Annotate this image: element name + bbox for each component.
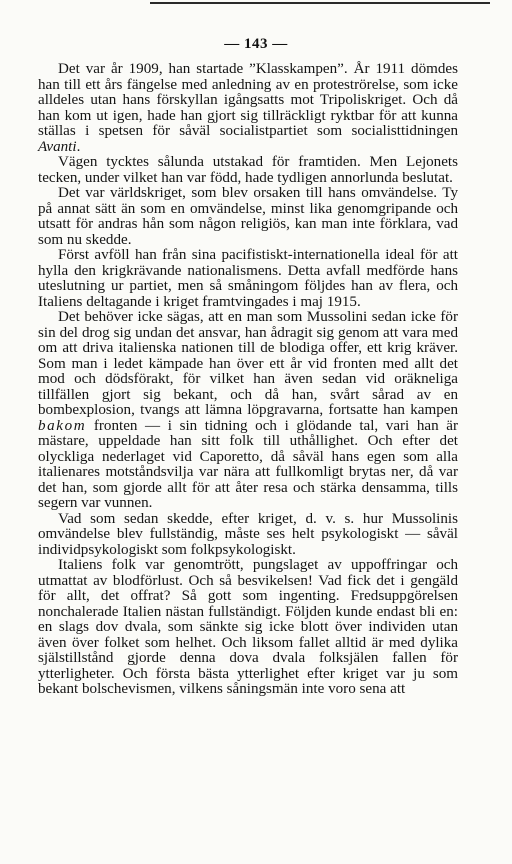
paragraph (38, 155, 458, 186)
body-text (38, 62, 458, 698)
paragraph-text: Vad som sedan skedde, efter kriget, d. v. s. hur Mussolinis omvändelse blev fullständig, måste ses helt psykologiskt — såväl individpsykologiskt som folkpsykologiskt. (38, 510, 458, 558)
paragraph-text: Det behöver icke sägas, att en man som Mussolini sedan icke för sin del drog sig undan det ansvar, han ådragit sig genom att vara med om att driva italienska nationen till de blodiga offer, ett krig kräver. Som man i ledet kämpade han över ett år vid fronten med allt det mod och dödsförakt, för vilket han även sedan vid oräkneliga tillfällen gjort sig bekant, och då han, svårt sårad av en bombexplosion, tvangs att lämna löpgravarna, fortsatte han kampen (38, 309, 458, 418)
paragraph-text: Vägen tycktes sålunda utstakad för framtiden. Men Lejonets tecken, under vilket han var född, hade tydligen annorlunda beslutat. (38, 154, 458, 186)
paragraph-text: Det var år 1909, han startade ”Klasskampen”. År 1911 dömdes han till ett års fängelse med anledning av en proteströrelse, som icke alldeles utan hans förskyllan igångsatts mot Tripoliskriget. Och då han kom ut igen, hade han gjort sig tillräckligt ryktbar för att kunna ställas i spetsen för såväl socialistpartiet som socialisttidningen (38, 61, 458, 139)
paragraph (38, 558, 458, 698)
emphasized-text: bakom (38, 417, 87, 434)
paragraph (38, 186, 458, 248)
paragraph-text: . (76, 138, 81, 155)
page-number: — 143 — (224, 36, 288, 52)
paragraph-text: Det var världskriget, som blev orsaken till hans omvändelse. Ty på annat sätt än som en omvändelse, minst lika genomgripande och utsatt för andras hån som någon religiös, kan man inte förklara, vad som nu skedde. (38, 185, 458, 248)
paragraph (38, 62, 458, 155)
emphasized-text: Avanti (38, 138, 77, 155)
paragraph (38, 512, 458, 559)
paragraph (38, 248, 458, 310)
paragraph-text: fronten — i sin tidning och i glödande tal, vari han är mästare, uppeldade han sitt folk till uthållighet. Och efter det olyckliga nederlaget vid Caporetto, då såväl hans egen som alla italienares motståndsvilja var nära att fullkomligt brytas ner, då var det han, som gjorde allt för att åter resa och stärka densamma, tills segern var vunnen. (38, 417, 458, 511)
top-rule (150, 2, 490, 4)
paragraph (38, 310, 458, 512)
paragraph-text: Italiens folk var genomtrött, pungslaget av uppoffringar och utmattat av blodförlust. Och så besvikelsen! Vad fick det i gengäld för allt, det offrat? Så gott som ingenting. Fredsuppgörelsen nonchalerade Italien nästan fullständigt. Följden kunde endast bli en: en slags dov dvala, som sänkte sig icke blott över individen utan även över folket som helhet. Och liksom fallet alltid är med dylika själstillstånd gjorde denna dova dvala folksjälen fallen för ytterligheter. Och första bästa ytterlighet efter kriget var ju som bekant bolschevismen, vilkens såningsmän inte voro sena att (38, 557, 458, 697)
paragraph-text: Först avföll han från sina pacifistiskt-internationella ideal för att hylla den krigkrävande nationalismens. Detta avfall medförde hans uteslutning ur partiet, men så småningom följdes han av flera, och Italiens deltagande i kriget framtvingades i maj 1915. (38, 247, 458, 310)
